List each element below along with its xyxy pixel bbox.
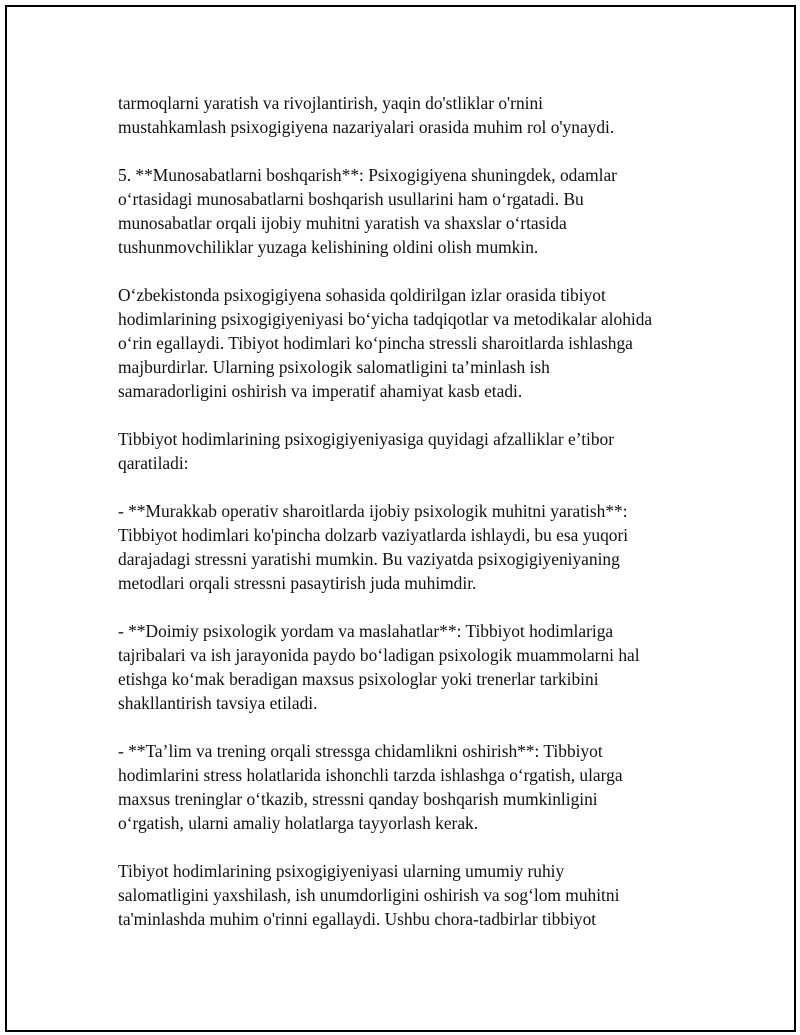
paragraph-relationship-management [118,163,708,259]
text-line: o‘rin egallaydi. Tibiyot hodimlari ko‘pincha stressli sharoitlarda ishlashga [118,333,633,353]
paragraph-uzbekistan-research [118,283,708,403]
document-body [118,91,708,955]
text-line: - **Doimiy psixologik yordam va maslahatlar**: Tibbiyot hodimlariga [118,621,614,641]
paragraph-conclusion [118,859,708,931]
text-line: mustahkamlash psixogigiyena nazariyalari orasida muhim rol o'ynaydi. [118,117,615,137]
text-line: o‘rtasidagi munosabatlarni boshqarish usullarini ham o‘rgatadi. Bu [118,189,584,209]
text-line: tushunmovchiliklar yuzaga kelishining oldini olish mumkin. [118,237,539,257]
text-line: qaratiladi: [118,453,189,473]
text-line: darajadagi stressni yaratishi mumkin. Bu vaziyatda psixogigiyeniyaning [118,549,620,569]
text-line: Tibiyot hodimlarining psixogigiyeniyasi ularning umumiy ruhiy [118,861,565,881]
text-line: shakllantirish tavsiya etiladi. [118,693,318,713]
text-line: etishga ko‘mak beradigan maxsus psixologlar yoki trenerlar tarkibini [118,669,599,689]
text-line: tarmoqlarni yaratish va rivojlantirish, yaqin do'stliklar o'rnini [118,93,544,113]
text-line: - **Murakkab operativ sharoitlarda ijobiy psixologik muhitni yaratish**: [118,501,628,521]
text-line: tajribalari va ish jarayonida paydo bo‘ladigan psixologik muammolarni hal [118,645,640,665]
text-line: maxsus treninglar o‘tkazib, stressni qanday boshqarish mumkinligini [118,789,598,809]
text-line: munosabatlar orqali ijobiy muhitni yaratish va shaxslar o‘rtasida [118,213,567,233]
text-line: hodimlarining psixogigiyeniyasi bo‘yicha tadqiqotlar va metodikalar alohida [118,309,653,329]
paragraph-intro-continuation [118,91,708,139]
text-line: samaradorligini oshirish va imperatif ahamiyat kasb etadi. [118,381,523,401]
text-line: - **Ta’lim va trening orqali stressga chidamlikni oshirish**: Tibbiyot [118,741,603,761]
text-line: hodimlarini stress holatlarida ishonchli tarzda ishlashga o‘rgatish, ularga [118,765,623,785]
text-line: majburdirlar. Ularning psixologik salomatligini ta’minlash ish [118,357,550,377]
text-line: O‘zbekistonda psixogigiyena sohasida qoldirilgan izlar orasida tibiyot [118,285,606,305]
text-line: ta'minlashda muhim o'rinni egallaydi. Ushbu chora-tadbirlar tibbiyot [118,909,597,929]
list-item-psychological-support [118,619,708,715]
text-line: 5. **Munosabatlarni boshqarish**: Psixogigiyena shuningdek, odamlar [118,165,617,185]
text-line: o‘rgatish, ularni amaliy holatlarga tayyorlash kerak. [118,813,479,833]
list-item-positive-environment [118,499,708,595]
list-item-stress-training [118,739,708,835]
text-line: salomatligini yaxshilash, ish unumdorligini oshirish va sog‘lom muhitni [118,885,620,905]
text-line: metodlari orqali stressni pasaytirish juda muhimdir. [118,573,477,593]
text-line: Tibbiyot hodimlari ko'pincha dolzarb vaziyatlarda ishlaydi, bu esa yuqori [118,525,629,545]
text-line: Tibbiyot hodimlarining psixogigiyeniyasiga quyidagi afzalliklar e’tibor [118,429,615,449]
paragraph-advantages-intro [118,427,708,475]
